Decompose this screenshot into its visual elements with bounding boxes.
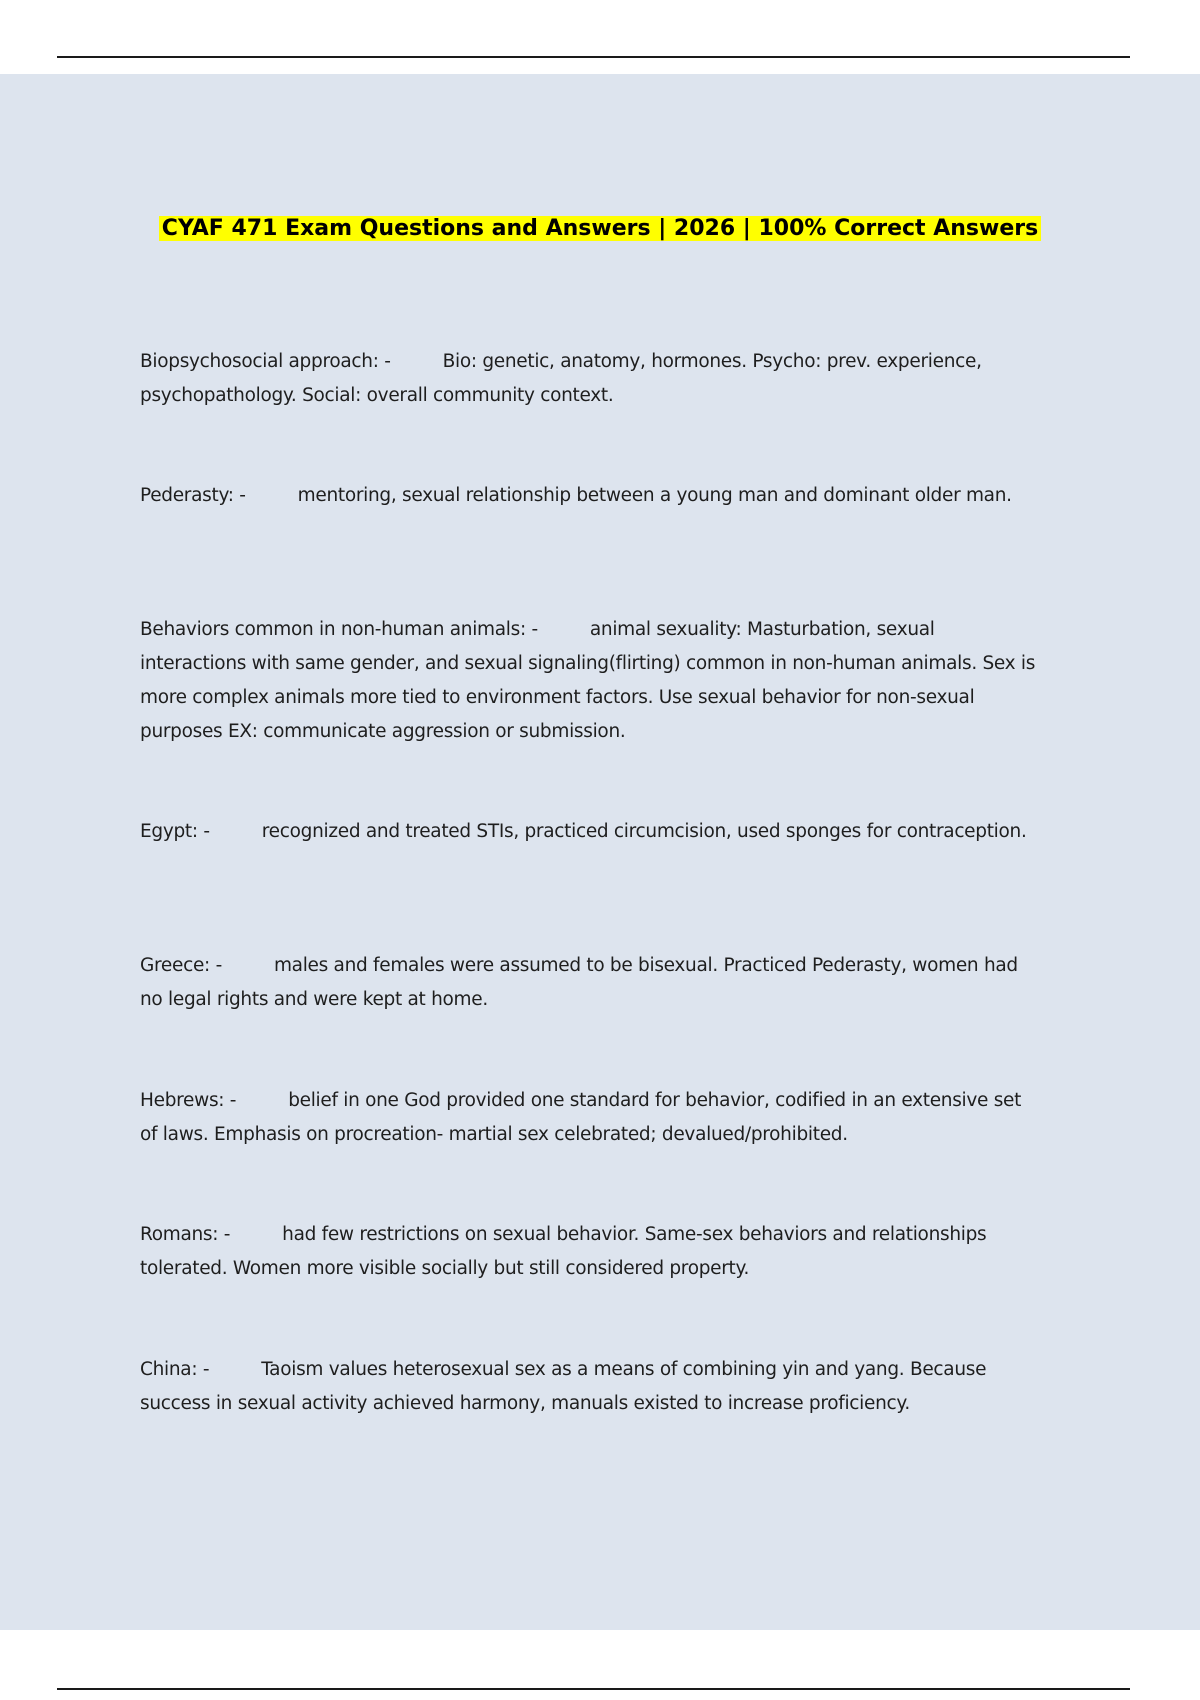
entry-hebrews — [140, 1084, 1040, 1152]
entry-term: Behaviors common in non-human animals: - — [140, 619, 538, 640]
entry-definition: had few restrictions on sexual behavior. Same-sex behaviors and relationships tolerated. Women more visible socially but still considered property. — [140, 1224, 987, 1279]
entry-egypt — [140, 815, 1040, 849]
entry-term: China: - — [140, 1359, 210, 1380]
entry-definition: animal sexuality: Masturbation, sexual interactions with same gender, and sexual signaling(flirting) common in non-human animals. Sex is more complex animals more tied to environment factors. Use sexual behavior for non-sexual purposes EX: communicate aggression or submission. — [140, 619, 1036, 742]
entry-term: Biopsychosocial approach: - — [140, 351, 391, 372]
entry-pederasty — [140, 479, 1040, 513]
entry-romans — [140, 1218, 1040, 1286]
top-rule — [57, 56, 1130, 58]
entry-definition: males and females were assumed to be bisexual. Practiced Pederasty, women had no legal rights and were kept at home. — [140, 955, 1018, 1010]
entry-greece — [140, 949, 1040, 1017]
document-title-text: CYAF 471 Exam Questions and Answers | 2026 | 100% Correct Answers — [159, 216, 1041, 241]
bottom-rule — [57, 1688, 1130, 1690]
entry-china — [140, 1353, 1040, 1421]
entry-term: Pederasty: - — [140, 485, 246, 506]
document-title — [130, 212, 1070, 245]
entry-term: Egypt: - — [140, 821, 210, 842]
entry-term: Greece: - — [140, 955, 222, 976]
entry-biopsychosocial — [140, 345, 1040, 413]
entry-definition: Taoism values heterosexual sex as a means of combining yin and yang. Because success in sexual activity achieved harmony, manuals existed to increase proficiency. — [140, 1359, 987, 1414]
entry-definition: recognized and treated STIs, practiced circumcision, used sponges for contraception. — [261, 821, 1027, 842]
entry-term: Hebrews: - — [140, 1090, 237, 1111]
entry-definition: mentoring, sexual relationship between a young man and dominant older man. — [297, 485, 1012, 506]
entry-definition: belief in one God provided one standard for behavior, codified in an extensive set of laws. Emphasis on procreation- martial sex celebrated; devalued/prohibited. — [140, 1090, 1022, 1145]
entry-definition: Bio: genetic, anatomy, hormones. Psycho: prev. experience, psychopathology. Social: overall community context. — [140, 351, 982, 406]
entry-term: Romans: - — [140, 1224, 231, 1245]
entry-non-human-animals — [140, 613, 1040, 749]
